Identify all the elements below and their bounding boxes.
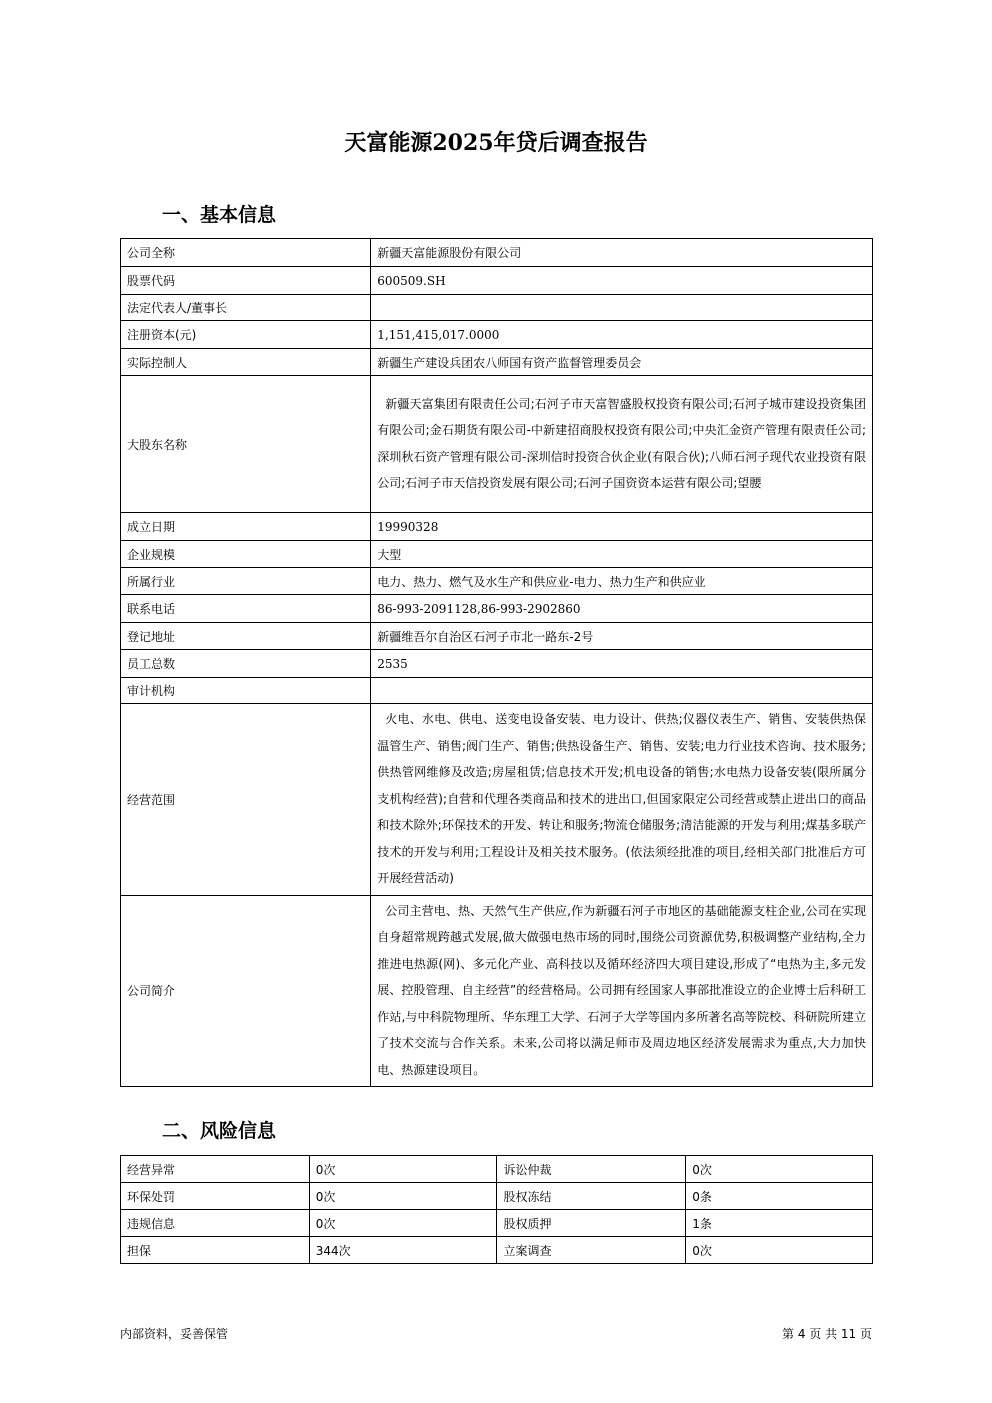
table-row [121, 623, 873, 650]
row-label: 股票代码 [121, 267, 371, 295]
row-value: 2535 [371, 650, 873, 678]
table-row [121, 568, 873, 595]
section-heading-risk-info: 二、风险信息 [162, 1120, 277, 1142]
row-label: 经营范围 [121, 704, 371, 896]
risk-value: 0次 [686, 1237, 873, 1264]
row-label: 实际控制人 [121, 349, 371, 376]
row-value: 火电、水电、供电、送变电设备安装、电力设计、供热;仪器仪表生产、销售、安装供热保温管生产、销售;阀门生产、销售;供热设备生产、销售、安装;电力行业技术咨询、技术服务;供热管网维修及改造;房屋租赁;信息技术开发;机电设备的销售;水电热力设备安装(限所属分支机构经营);自营和代理各类商品和技术的进出口,但国家限定公司经营或禁止进出口的商品和技术除外;环保技术的开发、转让和服务;物流仓储服务;清洁能源的开发与利用;煤基多联产技术的开发与利用;工程设计及相关技术服务。(依法须经批准的项目,经相关部门批准后方可开展经营活动) [377, 712, 866, 885]
table-row [121, 1183, 873, 1210]
row-value: 电力、热力、燃气及水生产和供应业-电力、热力生产和供应业 [371, 568, 873, 595]
row-label: 注册资本(元) [121, 321, 371, 349]
risk-value: 1条 [686, 1210, 873, 1237]
risk-value: 0次 [686, 1156, 873, 1183]
table-row [121, 895, 873, 1087]
row-label: 登记地址 [121, 623, 371, 650]
risk-label: 股权质押 [497, 1210, 686, 1237]
row-value: 19990328 [371, 513, 873, 541]
risk-label: 担保 [121, 1237, 310, 1264]
table-row [121, 295, 873, 321]
basic-info-table [120, 238, 873, 1087]
row-value: 大型 [371, 541, 873, 568]
table-row [121, 595, 873, 623]
risk-label: 股权冻结 [497, 1183, 686, 1210]
footer-page-number: 第 4 页 共 11 页 [782, 1327, 872, 1341]
row-label: 法定代表人/董事长 [121, 295, 371, 321]
table-row [121, 1237, 873, 1264]
row-value [371, 295, 873, 321]
page-title: 天富能源2025年贷后调查报告 [344, 130, 648, 156]
table-row [121, 704, 873, 896]
row-value: 新疆天富能源股份有限公司 [371, 239, 873, 267]
table-row [121, 349, 873, 376]
row-value [371, 678, 873, 704]
row-value: 86-993-2091128,86-993-2902860 [371, 595, 873, 623]
table-row [121, 376, 873, 513]
row-label: 公司简介 [121, 895, 371, 1087]
risk-value: 0次 [309, 1210, 497, 1237]
row-value: 新疆天富集团有限责任公司;石河子市天富智盛股权投资有限公司;石河子城市建设投资集团有限公司;金石期货有限公司-中新建招商股权投资有限公司;中央汇金资产管理有限责任公司;深圳秋石资产管理有限公司-深圳信时投资合伙企业(有限合伙);八师石河子现代农业投资有限公司;石河子市天信投资发展有限公司;石河子国资资本运营有限公司;望腰 [377, 396, 866, 490]
risk-value: 344次 [309, 1237, 497, 1264]
table-row [121, 513, 873, 541]
risk-label: 诉讼仲裁 [497, 1156, 686, 1183]
footer-confidential-note: 内部资料，妥善保管 [120, 1327, 229, 1341]
risk-label: 违规信息 [121, 1210, 310, 1237]
row-value: 1,151,415,017.0000 [371, 321, 873, 349]
row-label: 公司全称 [121, 239, 371, 267]
row-value: 600509.SH [371, 267, 873, 295]
row-value: 公司主营电、热、天然气生产供应,作为新疆石河子市地区的基础能源支柱企业,公司在实现自身超常规跨越式发展,做大做强电热市场的同时,围绕公司资源优势,积极调整产业结构,全力推进电热源(网)、多元化产业、高科技以及循环经济四大项目建设,形成了“电热为主,多元发展、控股管理、自主经营”的经营格局。公司拥有经国家人事部批准设立的企业博士后科研工作站,与中科院物理所、华东理工大学、石河子大学等国内多所著名高等院校、科研院所建立了技术交流与合作关系。未来,公司将以满足师市及周边地区经济发展需求为重点,大力加快电、热源建设项目。 [377, 903, 866, 1077]
row-label: 所属行业 [121, 568, 371, 595]
risk-label: 环保处罚 [121, 1183, 310, 1210]
row-label: 成立日期 [121, 513, 371, 541]
row-label: 员工总数 [121, 650, 371, 678]
row-label: 联系电话 [121, 595, 371, 623]
table-row [121, 1210, 873, 1237]
table-row [121, 1156, 873, 1183]
row-value: 新疆维吾尔自治区石河子市北一路东-2号 [371, 623, 873, 650]
risk-value: 0条 [686, 1183, 873, 1210]
table-row [121, 650, 873, 678]
row-label: 大股东名称 [121, 376, 371, 513]
row-label: 企业规模 [121, 541, 371, 568]
row-label: 审计机构 [121, 678, 371, 704]
table-row [121, 678, 873, 704]
table-row [121, 321, 873, 349]
table-row [121, 239, 873, 267]
risk-label: 立案调查 [497, 1237, 686, 1264]
risk-value: 0次 [309, 1156, 497, 1183]
section-heading-basic-info: 一、基本信息 [162, 204, 277, 226]
risk-value: 0次 [309, 1183, 497, 1210]
risk-label: 经营异常 [121, 1156, 310, 1183]
table-row [121, 267, 873, 295]
row-value: 新疆生产建设兵团农八师国有资产监督管理委员会 [371, 349, 873, 376]
risk-info-table [120, 1155, 873, 1264]
table-row [121, 541, 873, 568]
